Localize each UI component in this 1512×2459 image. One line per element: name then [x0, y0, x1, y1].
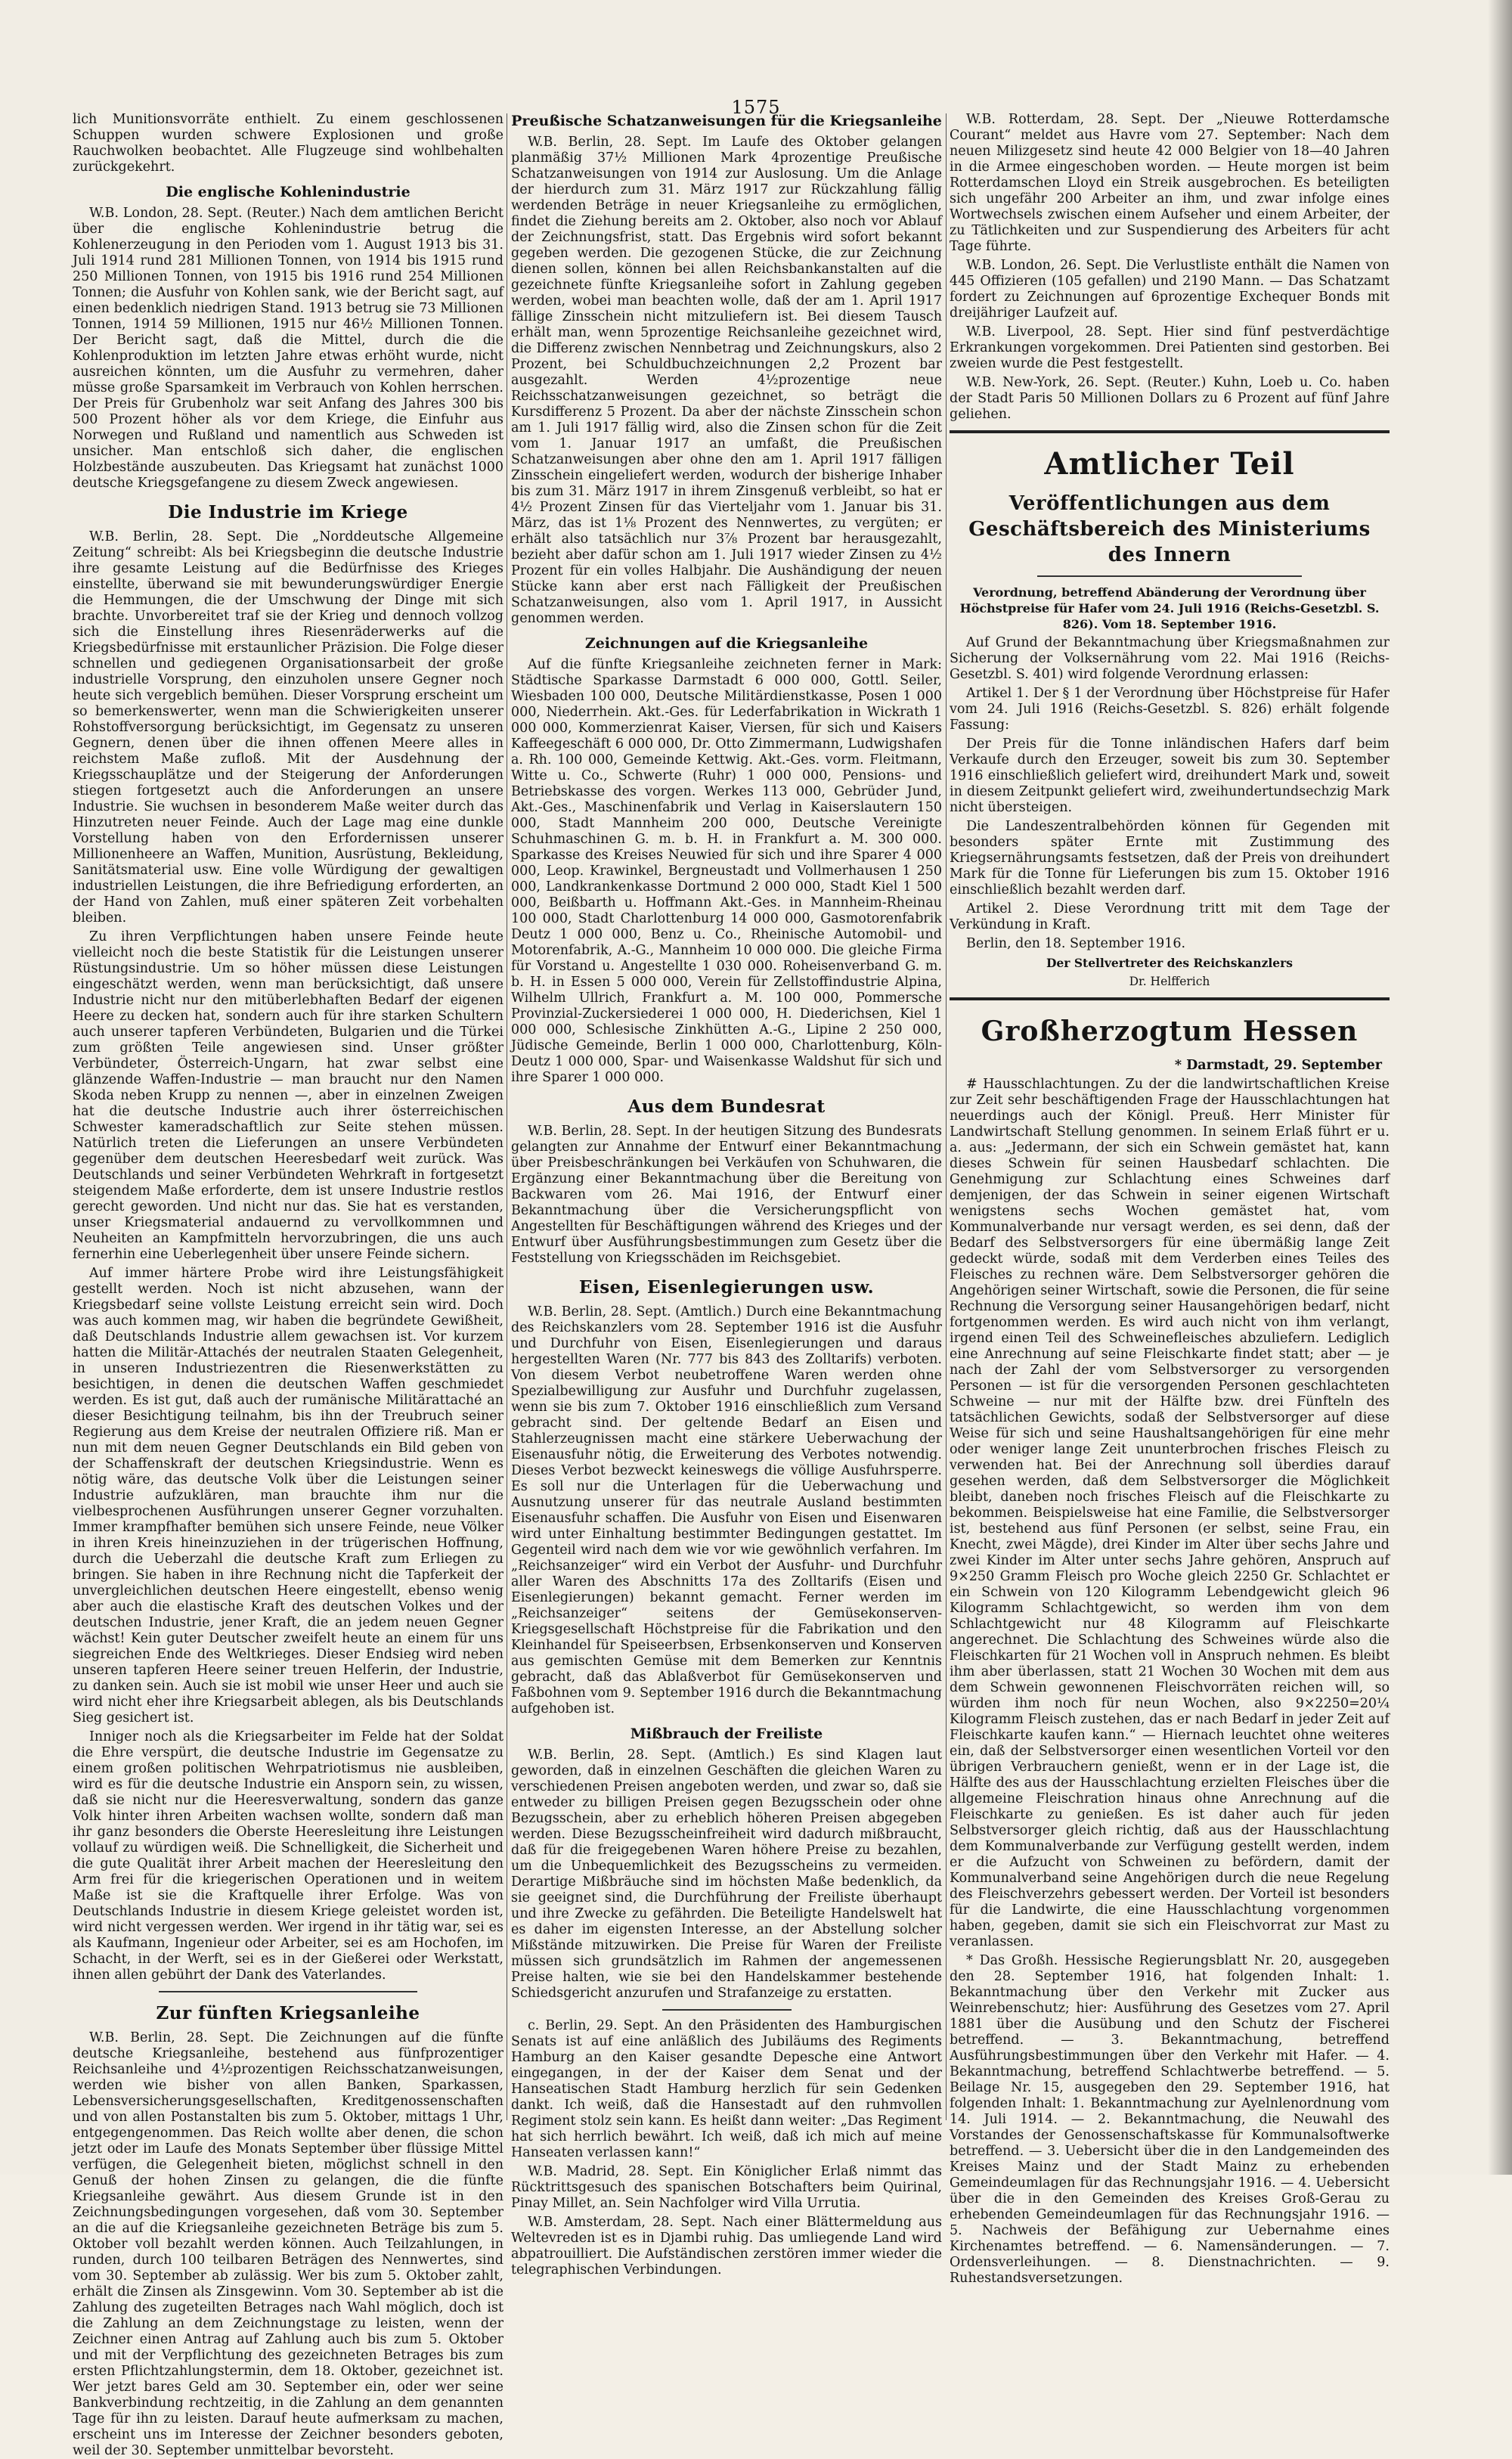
section-divider [950, 430, 1390, 433]
headline-veroeffentlichungen: Veröffentlichungen aus dem Geschäftsbereich des Ministeriums des Innern [968, 492, 1371, 566]
verordnung-artikel-1: Artikel 1. Der § 1 der Verordnung über Höchstpreise für Hafer vom 24. Juli 1916 (Reichs-Gesetzbl. S. 826) erhält folgende Fassung: [950, 686, 1390, 733]
signature-role: Der Stellvertreter des Reichskanzlers [1046, 956, 1294, 970]
headline-eisen: Eisen, Eisenlegierungen usw. [578, 1277, 875, 1298]
section-divider [950, 997, 1390, 1000]
headline-zeichnungen: Zeichnungen auf die Kriegsanleihe [584, 635, 869, 652]
article-madrid: W.B. Madrid, 28. Sept. Ein Königlicher Erlaß nimmt das Rücktrittsgesuch des spanischen Botschafters beim Quirinal, Pinay Millet, an. Sein Nachfolger wird Villa Urrutia. [511, 2164, 942, 2211]
column-rule [946, 113, 947, 2120]
article-industrie-p4: Inniger noch als die Kriegsarbeiter im Felde hat der Soldat die Ehre verspürt, die deutsche Industrie im Gegensatze zu einem großen politischen Wehrpatriotismus nie ausbleiben, wird es für die deutsche Industrie ein Ansporn sein, zu wissen, daß sie nicht nur die Heeresverwaltung, sondern das ganze Volk hinter ihren Arbeiten wachsen wollte, sondern daß man ihr ganz besonders die Oberste Heeresleitung ihre Leistungen vollauf zu würdigen weiß. Die Schnelligkeit, die Sicherheit und die gute Qualität ihrer Arbeit machen der Heeresleitung den Arm frei für die kriegerischen Operationen und in weitem Maße ist sie die Kraftquelle ihrer Erfolge. Was von Deutschlands Industrie in diesem Kriege geleistet worden ist, wird nicht vergessen werden. Wer irgend in ihr tätig war, sei es als Kaufmann, Ingenieur oder Arbeiter, sei es am Hochofen, im Schacht, in der Werft, sei es in der Gießerei oder Werkstatt, ihnen allen gebührt der Dank des Vaterlandes. [73, 1729, 503, 1983]
verordnung-artikel-1-text: Der Preis für die Tonne inländischen Hafers darf beim Verkaufe durch den Erzeuger, soweit bis zum 30. September 1916 einschließlich geliefert wird, dreihundert Mark und, soweit in diesem Zeitpunkt geliefert wird, zweihundertundsechzig Mark nicht übersteigen. [950, 736, 1390, 815]
verordnung-artikel-2: Artikel 2. Diese Verordnung tritt mit dem Tage der Verkündung in Kraft. [950, 901, 1390, 932]
article-kriegsanleihe: W.B. Berlin, 28. Sept. Die Zeichnungen auf die fünfte deutsche Kriegsanleihe, bestehend aus fünfprozentiger Reichsanleihe und 4½prozentigen Reichsschatzanweisungen, werden wie bisher von allen Banken, Sparkassen, Lebensversicherungsgesellschaften, Kreditgenossenschaften und von allen Postanstalten bis zum 5. Oktober, mittags 1 Uhr, entgegengenommen. Das Reich wollte aber denen, die schon jetzt oder im Laufe des Monats September über flüssige Mittel verfügen, die Gelegenheit bieten, möglichst schnell in den Genuß der hohen Zinsen zu gelangen, die die fünfte Kriegsanleihe gewährt. Aus diesem Grunde ist in den Zeichnungsbedingungen vorgesehen, daß vom 30. September an die auf die Kriegsanleihe gezeichneten Beträge bis zum 5. Oktober voll bezahlt werden können. Auch Teilzahlungen, in runden, durch 100 teilbaren Beträgen des Nennwertes, sind vom 30. September ab zulässig. Wer bis zum 5. Oktober zahlt, erhält die Zinsen als Zinsgewinn. Vom 30. September ab ist die Zahlung des zugeteilten Betrages nach Wahl möglich, doch ist die Zahlung an dem Zeichnungstage zu leisten, wenn der Zeichner einen Antrag auf Zahlung auch bis zum 5. Oktober und mit der Verpflichtung des gezeichneten Betrages bis zum ersten Pflichtzahlungstermin, dem 18. Oktober, gezeichnet ist. Wer jetzt bares Geld am 30. September ein, oder wer seine Bankverbindung rechtzeitig, in die Zahlung an dem genannten Tage für ihn zu leisten. Darauf heute aufmerksam zu machen, erscheint uns im Interesse der Zeichner besonders geboten, weil der 30. September unmittelbar bevorsteht. [73, 2030, 503, 2458]
verordnung-artikel-1-text-2: Die Landeszentralbehörden können für Gegenden mit besonders später Ernte mit Zustimmung des Kriegsernährungsamts festsetzen, daß der Preis von dreihundert Mark für die Tonne für Lieferungen bis zum 15. Oktober 1916 einschließlich bezahlt werden darf. [950, 819, 1390, 898]
article-eisen: W.B. Berlin, 28. Sept. (Amtlich.) Durch eine Bekanntmachung des Reichskanzlers vom 28. September 1916 ist die Ausfuhr und Durchfuhr von Eisen, Eisenlegierungen und daraus hergestellten Waren (Nr. 777 bis 843 des Zolltarifs) verboten. Von diesem Verbot neubetroffene Waren werden ohne Spezialbewilligung zur Ausfuhr und Durchfuhr zugelassen, wenn sie bis zum 7. Oktober 1916 einschließlich zum Versand gebracht sind. Der geltende Bedarf an Eisen und Stahlerzeugnissen macht eine stärkere Ueberwachung der Eisenausfuhr nötig, die Erweiterung des Verbotes notwendig. Dieses Verbot bezweckt keineswegs die völlige Ausfuhrsperre. Es soll nur die Unterlagen für die Ueberwachung und Ausnutzung unserer für das neutrale Ausland bestimmten Eisenausfuhr schaffen. Die Ausfuhr von Eisen und Eisenwaren wird unter Einhaltung bestimmter Bedingungen gestattet. Im Gegenteil wird nach dem wie vor wie gewöhnlich verfahren. Im „Reichsanzeiger“ wird ein Verbot der Ausfuhr- und Durchfuhr aller Waren des Abschnitts 17a des Zolltarifs (Eisen und Eisenlegierungen) bekannt gemacht. Ferner werden im „Reichsanzeiger“ seitens der Gemüsekonserven-Kriegsgesellschaft Höchstpreise für die Fabrikation und den Kleinhandel für Speiseerbsen, Erbsenkonserven und Konserven aus gemischten Gemüse mit dem Bemerken zur Kenntnis gebracht, daß das Ablaßverbot für Gemüsekonserven und Faßbohnen vom 9. September 1916 durch die Bekanntmachung aufgehoben ist. [511, 1304, 942, 1716]
article-missbrauch: W.B. Berlin, 28. Sept. (Amtlich.) Es sind Klagen laut geworden, daß in einzelnen Geschäften die gleichen Waren zu verschiedenen Preisen angeboten werden, und zwar so, daß sie entweder zu billigen Preisen gegen Bezugsschein oder ohne Bezugsschein, aber zu erheblich höheren Preisen abgegeben werden. Diese Bezugsscheinfreiheit wird dadurch mißbraucht, daß für die freigegebenen Waren höhere Preise zu bezahlen, um die Unbequemlichkeit des Bezugsscheins zu vermeiden. Derartige Mißbräuche sind im höchsten Maße bedenklich, da sie geeignet sind, die Durchführung der Freiliste überhaupt und ihre Zwecke zu gefährden. Die Beteiligte Handelswelt hat es daher im eigensten Interesse, an der Abstellung solcher Mißstände mitzuwirken. Die Preise für Waren der Freiliste müssen sich grundsätzlich im Rahmen der angemessenen Preise halten, wie sie bei den Handelskammer bestehende Schiedsgericht anzurufen und Strafanzeige zu erstatten. [511, 1747, 942, 2001]
article-industrie-p3: Auf immer härtere Probe wird ihre Leistungsfähigkeit gestellt werden. Noch ist nicht abzusehen, wann der Kriegsbedarf seine vollste Leistung erreicht sein wird. Doch was auch kommen mag, wir haben die begründete Gewißheit, daß Deutschlands Industrie allem gewachsen ist. Vor kurzem hatten die Militär-Attachés der neutralen Staaten Gelegenheit, in unseren Industriezentren die Riesenwerkstätten zu besichtigen, in denen die deutschen Waffen geschmiedet werden. Es ist gut, daß auch der rumänische Militärattaché an dieser Besichtigung teilnahm, bis ihn der Treubruch seiner Regierung aus dem Kreise der neutralen Offiziere riß. Man er nun mit dem neuen Gegner Deutschlands ein Bild geben von der Schaffenskraft der deutschen Kriegsindustrie. Wenn es nötig wäre, das deutsche Volk über die Leistungen seiner Industrie aufzuklären, man brauchte ihm nur die vielbesprochenen Ausführungen unserer Gegner vorzuhalten. Immer krampfhafter bemühen sich unsere Feinde, neue Völker in ihren Kreis hineinzuziehen in der trügerischen Hoffnung, durch die Ueberzahl die deutsche Kraft zum Erliegen zu bringen. Sie haben in ihre Rechnung nicht die Tapferkeit der unvergleichlichen deutschen Heere eingestellt, ebenso wenig aber auch die elastische Kraft des deutschen Volkes und der deutschen Industrie, jener Kraft, die an jedem neuen Gegner wächst! Kein guter Deutscher zweifelt heute an einem für uns siegreichen Ende des Weltkrieges. Dieser Endsieg wird neben unseren tapferen Heere seiner treuen Helferin, der Industrie, zu danken sein. Auch sie ist mobil wie unser Heer und auch sie wird nicht eher ihre Kriegsarbeit ablegen, als bis Deutschlands Sieg gesichert ist. [73, 1266, 503, 1726]
article-london: W.B. London, 26. Sept. Die Verlustliste enthält die Namen von 445 Offizieren (105 gefallen) und 2190 Mann. — Das Schatzamt fordert zu Zeichnungen auf 6prozentige Exchequer Bonds mit dreijähriger Laufzeit auf. [950, 258, 1390, 321]
column-left [73, 112, 503, 2458]
signature-place: Berlin, den 18. September 1916. [966, 936, 1186, 951]
article-amsterdam: W.B. Amsterdam, 28. Sept. Nach einer Blättermeldung aus Weltevreden ist es in Djambi ruhig. Das umliegende Land wird abpatrouilliert. Die Aufständischen zerstören immer wieder die telegraphischen Verbindungen. [511, 2215, 942, 2278]
page-number: 1575 [731, 97, 781, 118]
article-regierungsblatt: * Das Großh. Hessische Regierungsblatt Nr. 20, ausgegeben den 28. September 1916, hat folgenden Inhalt: 1. Bekanntmachung über den Verkehr mit Zucker aus Weinrebenschutz; hier: Ausführung des Gesetzes vom 27. April 1881 über die Ausübung und den Schutz der Fischerei betreffend. — 3. Bekanntmachung, betreffend Ausführungsbestimmungen über den Verkehr mit Hafer. — 4. Bekanntmachung, betreffend Schlachtwerbe betreffend. — 5. Beilage Nr. 15, ausgegeben den 29. September 1916, hat folgenden Inhalt: 1. Bekanntmachung zur Ayelnlenordnung vom 14. Juli 1914. — 2. Bekanntmachung, die Neuwahl des Vorstandes der Genossenschaftskasse für Kommunalsoftwerke betreffend. — 3. Uebersicht über die in den Landgemeinden des Kreises Mainz und der Stadt Mainz zu erhebenden Gemeindeumlagen für das Rechnungsjahr 1916. — 4. Uebersicht über die in den Gemeinden des Kreises Groß-Gerau zu erhebenden Gemeindeumlagen für das Rechnungsjahr 1916. — 5. Nachweis der Befähigung zur Uebernahme eines Kirchenamtes betreffend. — 6. Namensänderungen. — 7. Ordensverleihungen. — 8. Dienstnachrichten. — 9. Ruhestandsversetzungen. [950, 1953, 1390, 2286]
headline-bundesrat: Aus dem Bundesrat [627, 1096, 826, 1117]
article-newyork: W.B. New-York, 26. Sept. (Reuter.) Kuhn, Loeb u. Co. haben der Stadt Paris 50 Millionen Dollars zu 6 Prozent auf fünf Jahre geliehen. [950, 375, 1390, 422]
column-middle [511, 112, 942, 2278]
column-right [950, 112, 1390, 2286]
article-hausschlachtungen: # Hausschlachtungen. Zu der die landwirtschaftlichen Kreise zur Zeit sehr beschäftigenden Frage der Hausschlachtungen hat neuerdings auch der Königl. Preuß. Herr Minister für Landwirtschaft Stellung genommen. In seinem Erlaß führt er u. a. aus: „Jedermann, der sich ein Schwein gemästet hat, kann dieses Schwein für seinen Hausbedarf schlachten. Die Genehmigung zur Schlachtung eines Schweines darf demjenigen, der das Schwein in seiner eigenen Wirtschaft wenigstens sechs Wochen gemästet hat, vom Kommunalverbande nur versagt werden, es sei denn, daß der Bedarf des Selbstversorgers für eine übermäßig lange Zeit gedeckt würde, sodaß mit dem Verderben eines Teiles des Fleisches zu rechnen wäre. Dem Selbstversorger gehören die Angehörigen seiner Wirtschaft, sowie die Personen, die für seine Rechnung die Versorgung seiner Hausangehörigen bedarf, nicht fortgenommen werden. Es wird auch nicht von ihm verlangt, irgend einen Teil des Schweinefleisches abzuliefern. Lediglich eine Anrechnung auf seine Fleischkarte findet statt; aber — je nach der Zahl der vom Selbstversorger zu versorgenden Personen — ist für die versorgenden Personen geschlachteten Schweine — nur mit der Hälfte bzw. drei Fünfteln des tatsächlichen Gewichts, sodaß der Selbstversorger auf diese Weise für sich und seine Haushaltsangehörigen für eine mehr oder weniger lange Zeit ununterbrochen frisches Fleisch zu verwenden hat. Bei der Anrechnung soll überdies darauf gesehen werden, daß dem Selbstversorger die Möglichkeit bleibt, daneben noch frisches Fleisch auf die Fleischkarte zu bekommen. Beispielsweise hat eine Familie, die Selbstversorger ist, bestehend aus fünf Personen (er selbst, seine Frau, ein Knecht, zwei Mägde), drei Kinder im Alter über sechs Jahre und zwei Kinder im Alter unter sechs Jahre gehören, Anspruch auf 9×250 Gramm Fleisch pro Woche gleich 2250 Gr. Schlachtet er ein Schwein von 120 Kilogramm Lebendgewicht gleich 96 Kilogramm Schlachtgewicht, so werden ihm von dem Schlachtgewicht nur 48 Kilogramm auf Fleischkarte angerechnet. Die Schlachtung des Schweines würde also die Fleischkarten für 21 Wochen voll in Anspruch nehmen. Es bleibt ihm aber überlassen, statt 21 Wochen 30 Wochen mit dem aus dem Schwein gewonnenen Fleischvorräten reichen will, so würden ihm noch für neun Wochen, also 9×2250=20¼ Kilogramm Fleisch zustehen, das er nach Bedarf in jeder Zeit auf Fleischkarte kaufen kann.“ — Hiernach leuchtet ohne weiteres ein, daß der Selbstversorger einen wesentlichen Vorteil vor den übrigen Verbrauchern genießt, wenn er in der Lage ist, die Hälfte des aus der Hausschlachtung erzielten Fleisches über die allgemeine Fleischration hinaus ohne Anrechnung auf die Fleischkarte zu genießen. Es ist daher auch für jeden Selbstversorger gleich richtig, daß aus der Hausschlachtung dem Kommunalverbande zur Verfügung gestellt werden, indem er die Aufzucht von Schweinen zu befördern, damit der Kommunalverband seine Angehörigen durch die neue Regelung des Fleischverzehrs gebessert werden. Der Vorteil ist besonders für die Landwirte, die eine Hausschlachtung vorgenommen haben, gegeben, damit sie sich ein Fleischvorrat zur Mast zu veranlassen. [950, 1077, 1390, 1949]
article-liverpool: W.B. Liverpool, 28. Sept. Hier sind fünf pestverdächtige Erkrankungen vorgekommen. Drei Patienten sind gestorben. Bei zweien wurde die Pest festgestellt. [950, 324, 1390, 371]
article-industrie-p2: Zu ihren Verpflichtungen haben unsere Feinde heute vielleicht noch die beste Statistik für die Leistungen unserer Rüstungsindustrie. Um so höher müssen diese Leistungen eingeschätzt werden, wenn man berücksichtigt, daß unsere Industrie nicht nur den mitüberlebhaften Bedarf der eigenen Heere zu decken hat, sondern auch für ihre starken Schultern auch unserer tapferen Verbündeten, Bulgarien und die Türkei zum größten Teile angewiesen sind. Unser größter Verbündeter, Österreich-Ungarn, hat zwar selbst eine glänzende Waffen-Industrie — man braucht nur den Namen Skoda neben Krupp zu nennen —, aber in einzelnen Zweigen hat die deutsche Industrie auch ihrer österreichischen Schwester kameradschaftlich zur Seite stehen müssen. Natürlich treten die Lieferungen an unsere Verbündeten gegenüber dem deutschen Heeresbedarf weit zurück. Was Deutschlands und seiner Verbündeten Wehrkraft in fortgesetzt steigendem Maße erforderte, dem ist unsere Industrie restlos gerecht geworden. Und nicht nur das. Sie hat es verstanden, unser Kriegsmaterial andauernd zu vervollkommnen und Neuheiten an Kampfmitteln hervorzubringen, die uns auch fernerhin eine Ueberlegenheit über unsere Feinde sichern. [73, 929, 503, 1262]
page-edge-shadow [1488, 0, 1512, 2175]
section-divider [1037, 575, 1301, 577]
verordnung-title: Verordnung, betreffend Abänderung der Verordnung über Höchstpreise für Hafer vom 24. Juli 1916 (Reichs-Gesetzbl. S. 826). Vom 18. September 1916. [959, 585, 1380, 631]
article-rotterdam: W.B. Rotterdam, 28. Sept. Der „Nieuwe Rotterdamsche Courant“ meldet aus Havre vom 27. September: Nach dem neuen Milizgesetz sind heute 42 000 Belgier von 18—40 Jahren in die Armee eingeschoben worden. — Heute morgen ist beim Rotterdamschen Lloyd ein Streik ausgebrochen. Es beteiligten sich ungefähr 200 Arbeiter an ihm, und zwar infolge eines Wortwechsels zwischen einem Aufseher und einem Arbeiter, der zu Tätlichkeiten und zur Suspendierung des Arbeiters für acht Tage führte. [950, 112, 1390, 254]
signature-name: Dr. Helfferich [1129, 975, 1210, 988]
headline-hessen: Großherzogtum Hessen [981, 1016, 1359, 1047]
headline-kriegsanleihe: Zur fünften Kriegsanleihe [156, 2003, 420, 2023]
headline-schatzanweisungen: Preußische Schatzanweisungen für die Kriegsanleihe [511, 113, 942, 129]
dateline-darmstadt: * Darmstadt, 29. September [1174, 1058, 1382, 1073]
article-zeichnungen: Auf die fünfte Kriegsanleihe zeichneten ferner in Mark: Städtische Sparkasse Darmstadt 6 000 000, Gottl. Seiler, Wiesbaden 100 000, Deutsche Militärdienstkasse, Posen 1 000 000, Niederrhein. Akt.-Ges. für Lederfabrikation in Wickrath 1 000 000, Kommerzienrat Kaiser, Viersen, für sich und Kaisers Kaffeegeschäft 6 000 000, Dr. Otto Zimmermann, Ludwigshafen a. Rh. 100 000, Gemeinde Kettwig. Akt.-Ges. vorm. Fleitmann, Witte u. Co., Schwerte (Ruhr) 1 000 000, Pensions- und Betriebskasse des vorgen. Werkes 113 000, Gebrüder Jund, Akt.-Ges., Maschinenfabrik und Verlag in Kaiserslautern 150 000, Stadt Mannheim 200 000, Deutsche Vereinigte Schuhmaschinen G. m. b. H. in Frankfurt a. M. 300 000. Sparkasse des Kreises Neuwied für sich und ihre Sparer 4 000 000, Leop. Krawinkel, Bergneustadt und Vollmerhausen 1 250 000, Landkrankenkasse Dortmund 2 000 000, Stadt Kiel 1 500 000, Beißbarth u. Hoffmann Akt.-Ges. in Mannheim-Rheinau 100 000, Stadt Charlottenburg 14 000 000, Gasmotorenfabrik Deutz 1 000 000, Benz u. Co., Rheinische Automobil- und Motorenfabrik, A.-G., Mannheim 10 000 000. Die gleiche Firma für Vorstand u. Angestellte 1 030 000. Roheisenverband G. m. b. H. in Essen 5 000 000, Verein für Zellstoffindustrie Alpina, Wilhelm Ullrich, Frankfurt a. M. 100 000, Pommersche Provinzial-Zuckersiederei 1 000 000, H. Diederichsen, Kiel 1 000 000, Schlesische Zinkhütten A.-G., Lipine 2 250 000, Jüdische Gemeinde, Berlin 1 000 000, Charlottenburg, Köln-Deutz 1 000 000, Spar- und Waisenkasse Waldshut für sich und ihre Sparer 1 000 000. [511, 657, 942, 1085]
section-divider [159, 1991, 417, 1992]
article-fragment: lich Munitionsvorräte enthielt. Zu einem geschlossenen Schuppen wurden schwere Explosionen und große Rauchwolken beobachtet. Alle Flugzeuge sind wohlbehalten zurückgekehrt. [73, 112, 503, 175]
article-hamburg: c. Berlin, 29. Sept. An den Präsidenten des Hamburgischen Senats ist auf eine anläßlich des Jubiläums des Regiments Hamburg an den Kaiser gesandte Depesche eine Antwort eingegangen, in der der Kaiser dem Senat und der Hanseatischen Stadt Hamburg herzlich für sein Gedenken dankt. Ich weiß, daß die Hansestadt auf den ruhmvollen Regiment stolz sein kann. Es heißt dann weiter: „Das Regiment hat sich herrlich bewährt. Ich weiß, daß ich mich auf meine Hanseaten verlassen kann!“ [511, 2018, 942, 2160]
headline-industrie: Die Industrie im Kriege [168, 502, 408, 522]
article-bundesrat: W.B. Berlin, 28. Sept. In der heutigen Sitzung des Bundesrats gelangten zur Annahme der Entwurf einer Bekanntmachung über Preisbeschränkungen bei Verkäufen von Schuhwaren, die Ergänzung einer Bekanntmachung über die Bereitung von Backwaren vom 26. Mai 1916, der Entwurf einer Bekanntmachung über die Versicherungspflicht von Angestellten für Beschäftigungen während des Krieges und der Entwurf über Ausführungsbestimmungen zum Gesetz über die Feststellung von Kriegsschäden im Reichsgebiet. [511, 1124, 942, 1266]
article-schatzanweisungen: W.B. Berlin, 28. Sept. Im Laufe des Oktober gelangen planmäßig 37½ Millionen Mark 4prozentige Preußische Schatzanweisungen von 1914 zur Auslosung. Um die Anlage der hierdurch zum 31. März 1917 zur Rückzahlung fällig werdenden Beträge in neuer Kriegsanleihe zu ermöglichen, findet die Ziehung bereits am 2. Oktober, also noch vor Ablauf der Zeichnungsfrist, statt. Das Ergebnis wird sofort bekannt gegeben werden. Die gezogenen Stücke, die zur Zeichnung dienen sollen, können bei allen Reichsbankanstalten auf die gezeichnete fünfte Kriegsanleihe sofort in Zahlung gegeben werden, wobei man beachten wolle, daß der am 1. April 1917 fällige Zinsschein nicht mitzuliefern ist. Bei diesem Tausch erhält man, wenn 5prozentige Reichsanleihe gezeichnet wird, die Differenz zwischen Nennbetrag und Zeichnungskurs, also 2 Prozent, bei Schuldbuchzeichnungen 2,2 Prozent bar ausgezahlt. Werden 4½prozentige neue Reichsschatzanweisungen gezeichnet, so beträgt die Kursdifferenz 5 Prozent. Da aber der nächste Zinsschein schon am 1. Juli 1917 fällig wird, also die Zinsen schon für die Zeit vom 1. Januar 1917 an umfaßt, die Preußischen Schatzanweisungen aber ohne den am 1. April 1917 fälligen Zinsschein eingeliefert werden, wodurch der bisherige Inhaber bis zum 31. März 1917 in ihrem Zinsgenuß verbleibt, so hat er 4½ Prozent Zinsen für das Vierteljahr vom 1. Januar bis 31. März, das ist 1⅛ Prozent des Nennwertes, zu vergüten; er erhält also tatsächlich nur 3⅞ Prozent bar herausgezahlt, bezieht aber dafür schon am 1. Juli 1917 wieder Zinsen zu 4½ Prozent für ein volles Halbjahr. Die Aushändigung der neuen Stücke kann aber erst nach Fälligkeit der Preußischen Schatzanweisungen, also vom 1. April 1917, in Aussicht genommen werden. [511, 135, 942, 626]
verordnung-intro: Auf Grund der Bekanntmachung über Kriegsmaßnahmen zur Sicherung der Volksernährung vom 22. Mai 1916 (Reichs-Gesetzbl. S. 401) wird folgende Verordnung erlassen: [950, 635, 1390, 682]
article-industrie-p1: W.B. Berlin, 28. Sept. Die „Norddeutsche Allgemeine Zeitung“ schreibt: Als bei Kriegsbeginn die deutsche Industrie ihre gesamte Leistung auf die Bedürfnisse des Krieges einstellte, überwand sie mit bewunderungswürdiger Energie die Hemmungen, die der Umschwung der Dinge mit sich brachte. Unvorbereitet traf sie der Krieg und dennoch vollzog sich die Einstellung ihres Riesenräderwerks auf die Kriegsbedürfnisse mit erstaunlicher Präzision. Die Folge dieser schnellen und gediegenen Organisationsarbeit der große industrielle Vorsprung, den einzuholen unsere Gegner noch heute sich vergeblich bemühen. Dieser Vorsprung erscheint um so bemerkenswerter, wenn man die Schwierigkeiten unserer Rohstoffversorgung berücksichtigt, im Gegensatz zu unseren Gegnern, denen über die ihnen offenen Meere alles in reichstem Maße zufloß. Mit der Ausdehnung der Kriegsschauplätze und der Steigerung der Anforderungen stiegen fortgesetzt auch die Anforderungen an unsere Industrie. Sie wuchsen in besonderem Maße weiter durch das Hinzutreten neuer Feinde. Auch der Lage mag eine dunkle Vorstellung haben von den Erfordernissen unserer Millionenheere an Waffen, Munition, Ausrüstung, Bekleidung, Sanitätsmaterial usw. Eine volle Würdigung der gewaltigen industriellen Leistungen, die ihre Befriedigung erforderten, an der Hand von Zahlen, muß einer späteren Zeit vorbehalten bleiben. [73, 529, 503, 926]
article-kohlenindustrie: W.B. London, 28. Sept. (Reuter.) Nach dem amtlichen Bericht über die englische Kohlenindustrie betrug die Kohlenerzeugung in den Perioden vom 1. August 1913 bis 31. Juli 1914 rund 281 Millionen Tonnen, von 1914 bis 1915 rund 250 Millionen Tonnen, von 1915 bis 1916 rund 254 Millionen Tonnen; die Ausfuhr von Kohlen sank, wie der Bericht sagt, auf einen bedenklich niedrigen Stand. 1913 betrug sie 73 Millionen Tonnen, 1914 59 Millionen, 1915 nur 46½ Millionen Tonnen. Der Bericht sagt, daß die Mittel, durch die die Kohlenproduktion im letzten Jahre etwas erhöht wurde, nicht ausreichen könnten, um die Ausfuhr zu vermehren, daher müsse große Sparsamkeit im Verbrauch von Kohlen herrschen. Der Preis für Grubenholz war seit Anfang des Jahres 300 bis 500 Prozent höher als vor dem Kriege, die Einfuhr aus Norwegen und Rußland und namentlich aus Schweden ist unsicher. Man entschloß sich daher, die englischen Holzbestände auszubeuten. Das Kriegsamt hat zunächst 1000 deutsche Kriegsgefangene zu diesem Zweck angewiesen. [73, 206, 503, 491]
headline-amtlicher-teil: Amtlicher Teil [1044, 446, 1295, 482]
headline-kohlenindustrie: Die englische Kohlenindustrie [166, 184, 411, 200]
section-divider [662, 2009, 792, 2011]
headline-missbrauch: Mißbrauch der Freiliste [630, 1726, 823, 1742]
